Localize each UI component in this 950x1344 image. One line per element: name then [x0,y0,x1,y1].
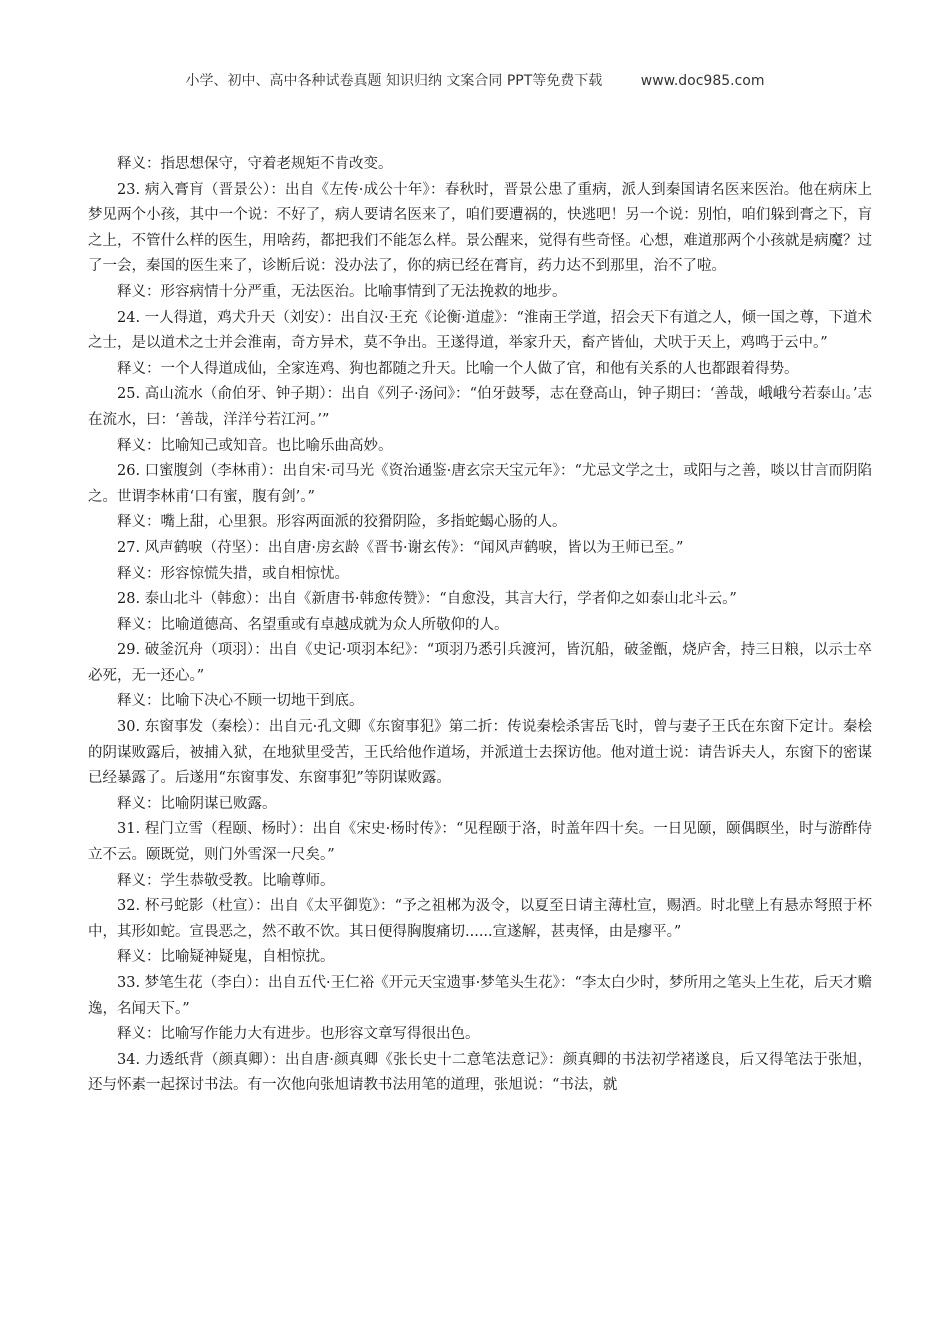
page-header [0,70,950,90]
paragraph: 释义：比喻写作能力大有进步。也形容文章写得很出色。 [117,1026,480,1043]
paragraph: 26. 口蜜腹剑（李林甫）：出自宋·司马光《资治通鉴·唐玄宗天宝元年》：“尤忌文学之士，或阳与之善，啖以甘言而阴陷之。世谓李林甫‘口有蜜，腹有剑’。” [88,463,872,505]
paragraph: 释义：比喻阴谋已败露。 [117,795,277,812]
paragraph: 释义：嘴上甜，心里狠。形容两面派的狡猾阴险，多指蛇蝎心肠的人。 [117,514,567,531]
paragraph: 释义：比喻下决心不顾一切地干到底。 [117,693,364,710]
paragraph: 34. 力透纸背（颜真卿）：出自唐·颜真卿《张长史十二意笔法意记》：颜真卿的书法初学褚遂良，后又得笔法于张旭，还与怀素一起探讨书法。有一次他向张旭请教书法用笔的道理，张旭说：“书法，就 [88,1051,872,1094]
paragraph: 释义：比喻道德高、名望重或有卓越成就为众人所敬仰的人。 [117,616,509,633]
paragraph: 31. 程门立雪（程颐、杨时）：出自《宋史·杨时传》：“见程颐于洛，时盖年四十矣。一日见颐，颐偶瞑坐，时与游酢侍立不云。颐既觉，则门外雪深一尺矣。” [88,821,872,864]
paragraph: 27. 风声鹤唳（苻坚）：出自唐·房玄龄《晋书·谢玄传》：“闻风声鹤唳，皆以为王师已至。” [117,539,684,556]
document-body [88,152,872,1099]
paragraph: 24. 一人得道，鸡犬升天（刘安）：出自汉·王充《论衡·道虚》：“淮南王学道，招会天下有道之人，倾一国之尊，下道术之士，是以道术之士并会淮南，奇方异术，莫不争出。王遂得道，举家升天，畜产皆仙，犬吠于天上，鸡鸣于云中。” [88,309,872,352]
paragraph: 释义：比喻知己或知音。也比喻乐曲高妙。 [117,437,393,454]
paragraph: 30. 东窗事发（秦桧）：出自元·孔文卿《东窗事犯》第二折：传说秦桧杀害岳飞时，曾与妻子王氏在东窗下定计。秦桧的阴谋败露后，被捕入狱，在地狱里受苦，王氏给他作道场，并派道士去探访他。他对道士说：请告诉夫人，东窗下的密谋已经暴露了。后遂用“东窗事发、东窗事犯”等阴谋败露。 [88,719,872,787]
header-text: 小学、初中、高中各种试卷真题 知识归纳 文案合同 PPT等免费下载 [185,73,603,89]
paragraph: 释义：形容病情十分严重，无法医治。比喻事情到了无法挽救的地步。 [117,283,567,300]
paragraph: 释义：学生恭敬受教。比喻尊师。 [117,872,335,889]
paragraph: 33. 梦笔生花（李白）：出自五代·王仁裕《开元天宝遗事·梦笔头生花》：“李太白少时，梦所用之笔头上生花，后天才赡逸，名闻天下。” [88,975,872,1017]
paragraph: 25. 高山流水（俞伯牙、钟子期）：出自《列子·汤问》：“伯牙鼓琴，志在登高山，钟子期曰：‘善哉，峨峨兮若泰山。’志在流水，曰：‘善哉，洋洋兮若江河。’” [88,386,872,428]
paragraph: 29. 破釜沉舟（项羽）：出自《史记·项羽本纪》：“项羽乃悉引兵渡河，皆沉船，破釜甑，烧庐舍，持三日粮，以示士卒必死，无一还心。” [88,642,872,684]
paragraph: 释义：形容惊慌失措，或自相惊忧。 [117,565,349,582]
paragraph: 释义：比喻疑神疑鬼，自相惊扰。 [117,949,335,966]
paragraph: 28. 泰山北斗（韩愈）：出自《新唐书·韩愈传赞》：“自愈没，其言大行，学者仰之如泰山北斗云。” [117,591,737,608]
paragraph: 释义：一个人得道成仙，全家连鸡、狗也都随之升天。比喻一个人做了官，和他有关系的人也都跟着得势。 [117,360,799,377]
header-site-link[interactable]: www.doc985.com [640,73,765,89]
paragraph: 23. 病入膏肓（晋景公）：出自《左传·成公十年》：春秋时，晋景公患了重病，派人到秦国请名医来医治。他在病床上梦见两个小孩，其中一个说：不好了，病人要请名医来了，咱们要遭祸的，快逃吧！另一个说：别怕，咱们躲到膏之下，肓之上，不管什么样的医生，用啥药，都把我们不能怎么样。景公醒来，觉得有些奇怪。心想，难道那两个小孩就是病魔？过了一会，秦国的医生来了，诊断后说：没办法了，你的病已经在膏肓，药力达不到那里，治不了啦。 [88,181,872,275]
paragraph: 释义：指思想保守，守着老规矩不肯改变。 [117,156,393,172]
paragraph: 32. 杯弓蛇影（杜宣）：出自《太平御览》：“予之祖郴为汲令，以夏至日请主薄杜宣，赐酒。时北壁上有悬赤弩照于杯中，其形如蛇。宣畏恶之，然不敢不饮。其日便得胸腹痛切......宣遂解，甚夷怿，由是瘳平。” [88,898,872,940]
